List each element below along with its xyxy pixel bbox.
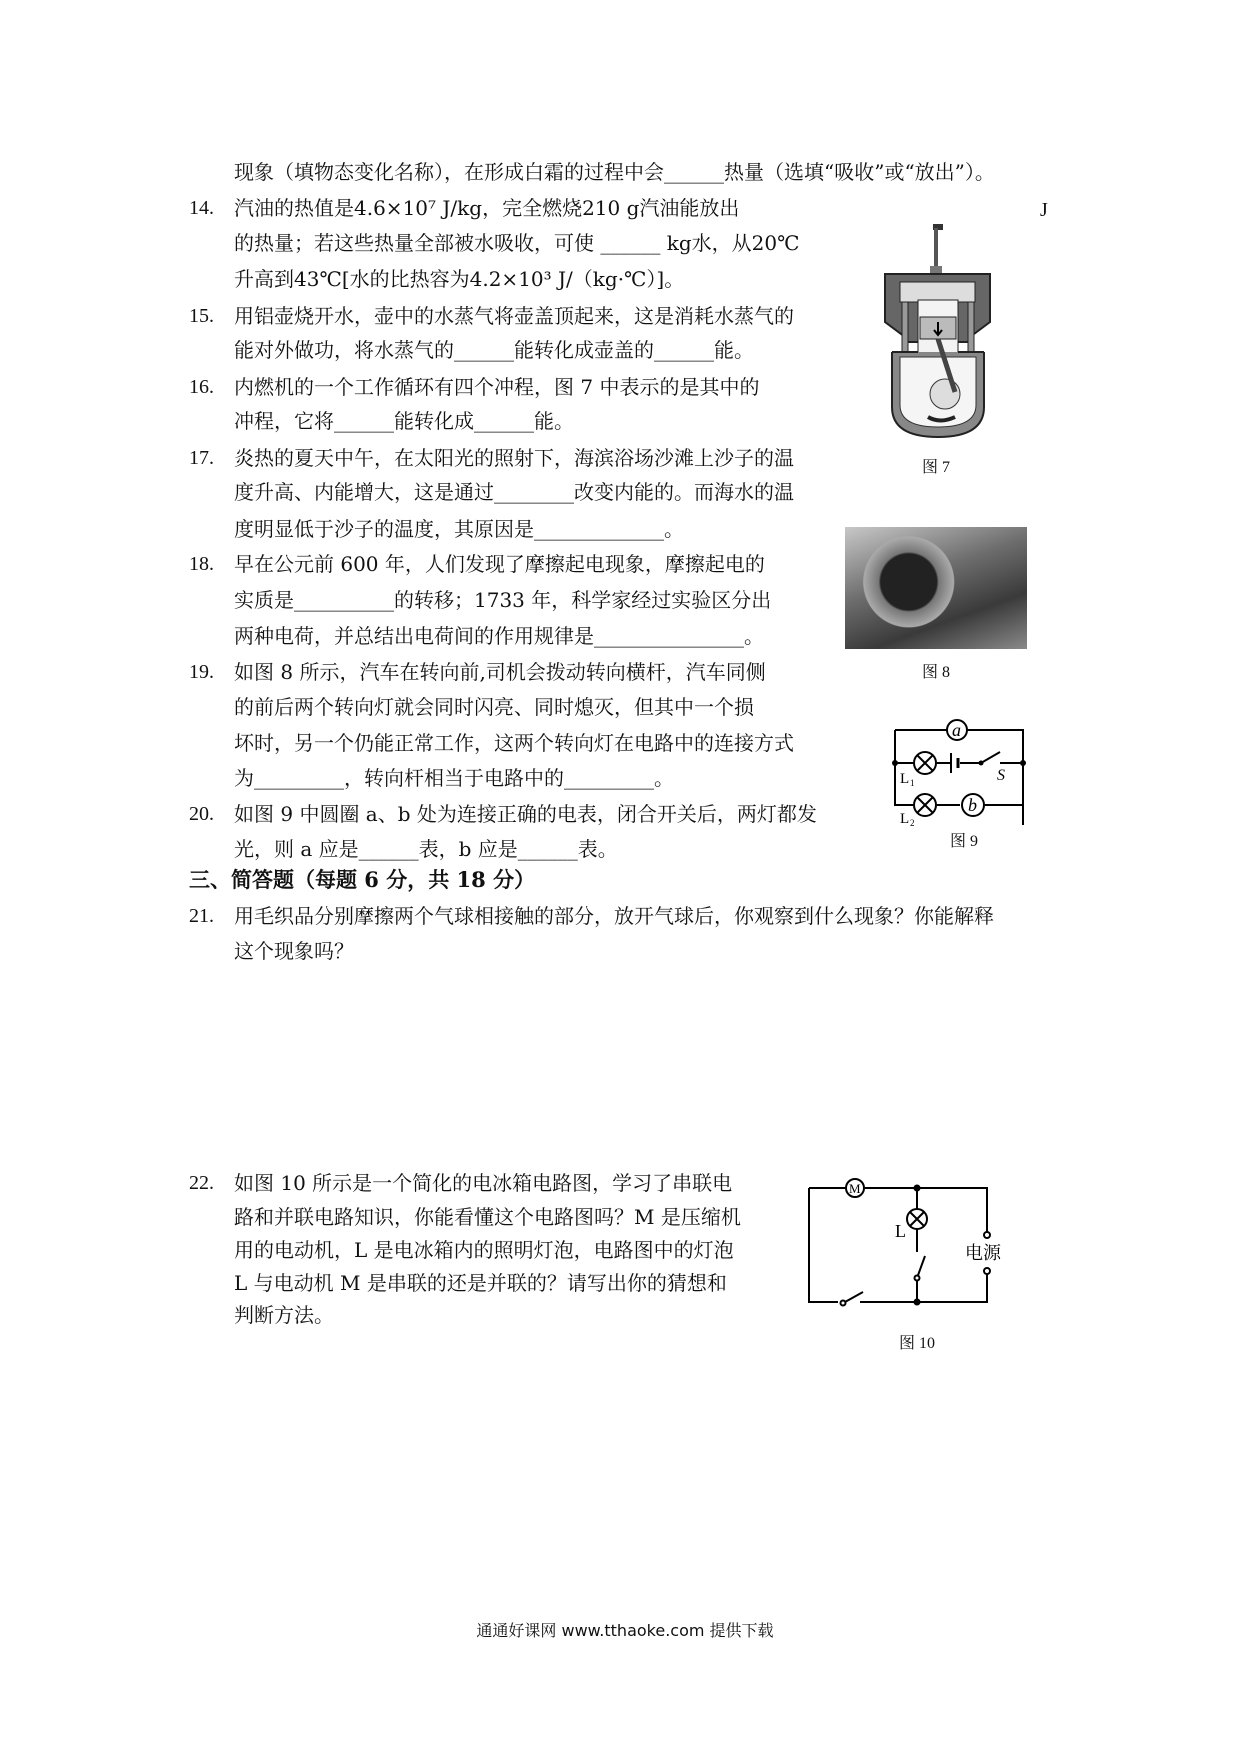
- question-number: 15.: [189, 305, 214, 327]
- question-number: 16.: [189, 376, 214, 398]
- lamp-l-label: L: [895, 1221, 906, 1241]
- lamp-l2-label: L: [900, 811, 910, 827]
- question-number: 17.: [189, 447, 214, 469]
- question-text-line: 坏时，另一个仍能正常工作，这两个转向灯在电路中的连接方式: [234, 731, 794, 755]
- meter-a-label: a: [952, 720, 961, 740]
- question-text-line: 如图 9 中圆圈 a、b 处为连接正确的电表，闭合开关后，两灯都发: [234, 802, 817, 826]
- question-number: 14.: [189, 197, 214, 219]
- figure-7-caption: 图 7: [922, 459, 951, 476]
- question-text-line: 冲程，它将______能转化成______能。: [234, 409, 574, 433]
- question-text-line: 的前后两个转向灯就会同时闪亮、同时熄灭，但其中一个损: [234, 695, 754, 719]
- question-text-line: L 与电动机 M 是串联的还是并联的？请写出你的猜想和: [234, 1271, 727, 1295]
- question-text-line: 炎热的夏天中午，在太阳光的照射下，海滨浴场沙滩上沙子的温: [234, 446, 794, 470]
- question-number: 22.: [189, 1172, 214, 1194]
- question-text-line: 两种电荷，并总结出电荷间的作用规律是_______________。: [234, 624, 764, 648]
- question-number: 21.: [189, 905, 214, 927]
- question-text-line: 升高到43℃[水的比热容为4.2×10³ J/（kg·℃）]。: [234, 267, 685, 291]
- question-text-line: 判断方法。: [234, 1303, 334, 1327]
- motor-m-label: M: [849, 1181, 861, 1196]
- question-text-line: 如图 10 所示是一个简化的电冰箱电路图，学习了串联电: [234, 1171, 733, 1195]
- question-text-line: 用毛织品分别摩擦两个气球相接触的部分，放开气球后，你观察到什么现象？你能解释: [234, 904, 994, 928]
- question-text-line: 早在公元前 600 年，人们发现了摩擦起电现象，摩擦起电的: [234, 552, 765, 576]
- question-text-line: 光，则 a 应是______表，b 应是______表。: [234, 837, 618, 861]
- circuit-diagram-figure-10: [805, 1172, 1005, 1312]
- lamp-l1-label: L: [900, 771, 910, 787]
- question-text-line: 内燃机的一个工作循环有四个冲程，图 7 中表示的是其中的: [234, 375, 760, 399]
- question-number: 19.: [189, 661, 214, 683]
- lamp-l1-subscript: 1: [910, 778, 915, 788]
- question-text-line: 路和并联电路知识，你能看懂这个电路图吗？M 是压缩机: [234, 1205, 741, 1229]
- lamp-l2-subscript: 2: [910, 818, 915, 828]
- switch-s-label: S: [997, 767, 1005, 784]
- stray-mark: J: [1040, 199, 1048, 221]
- question-text-line: 能对外做功，将水蒸气的______能转化成壶盖的______能。: [234, 338, 754, 362]
- question-text-line: 汽油的热值是4.6×10⁷ J/kg，完全燃烧210 g汽油能放出: [234, 196, 740, 220]
- page-footer: 通通好课网 www.tthaoke.com 提供下载: [476, 1621, 774, 1640]
- figure-8-caption: 图 8: [922, 664, 951, 681]
- meter-b-label: b: [968, 795, 977, 815]
- question-text-line: 为_________，转向杆相当于电路中的_________。: [234, 766, 674, 790]
- engine-diagram-figure-7: [880, 222, 995, 442]
- car-interior-photo-figure-8: [845, 527, 1027, 649]
- question-text-line: 用的电动机，L 是电冰箱内的照明灯泡，电路图中的灯泡: [234, 1238, 734, 1262]
- question-text-line: 的热量；若这些热量全部被水吸收，可使 ______ kg水，从20℃: [234, 231, 800, 255]
- question-text-line: 度明显低于沙子的温度，其原因是_____________。: [234, 517, 684, 541]
- question-number: 18.: [189, 553, 214, 575]
- question-text-line: 如图 8 所示，汽车在转向前,司机会拨动转向横杆，汽车同侧: [234, 660, 766, 684]
- question-text-line: 实质是__________的转移；1733 年，科学家经过实验区分出: [234, 588, 772, 612]
- question-text-line: 这个现象吗？: [234, 939, 354, 963]
- question-text-line: 度升高、内能增大，这是通过________改变内能的。而海水的温: [234, 480, 794, 504]
- power-source-label: 电源: [965, 1243, 1001, 1264]
- section-heading-short-answer: 三、简答题（每题 6 分，共 18 分）: [189, 867, 536, 892]
- question-text-line: 用铝壶烧开水，壶中的水蒸气将壶盖顶起来，这是消耗水蒸气的: [234, 304, 794, 328]
- figure-9-caption: 图 9: [950, 833, 979, 850]
- circuit-diagram-figure-9: [885, 700, 1035, 828]
- figure-10-caption: 图 10: [899, 1335, 936, 1352]
- question-text-line: 现象（填物态变化名称），在形成白霜的过程中会______热量（选填“吸收”或“放出”）。: [234, 160, 995, 184]
- question-number: 20.: [189, 803, 214, 825]
